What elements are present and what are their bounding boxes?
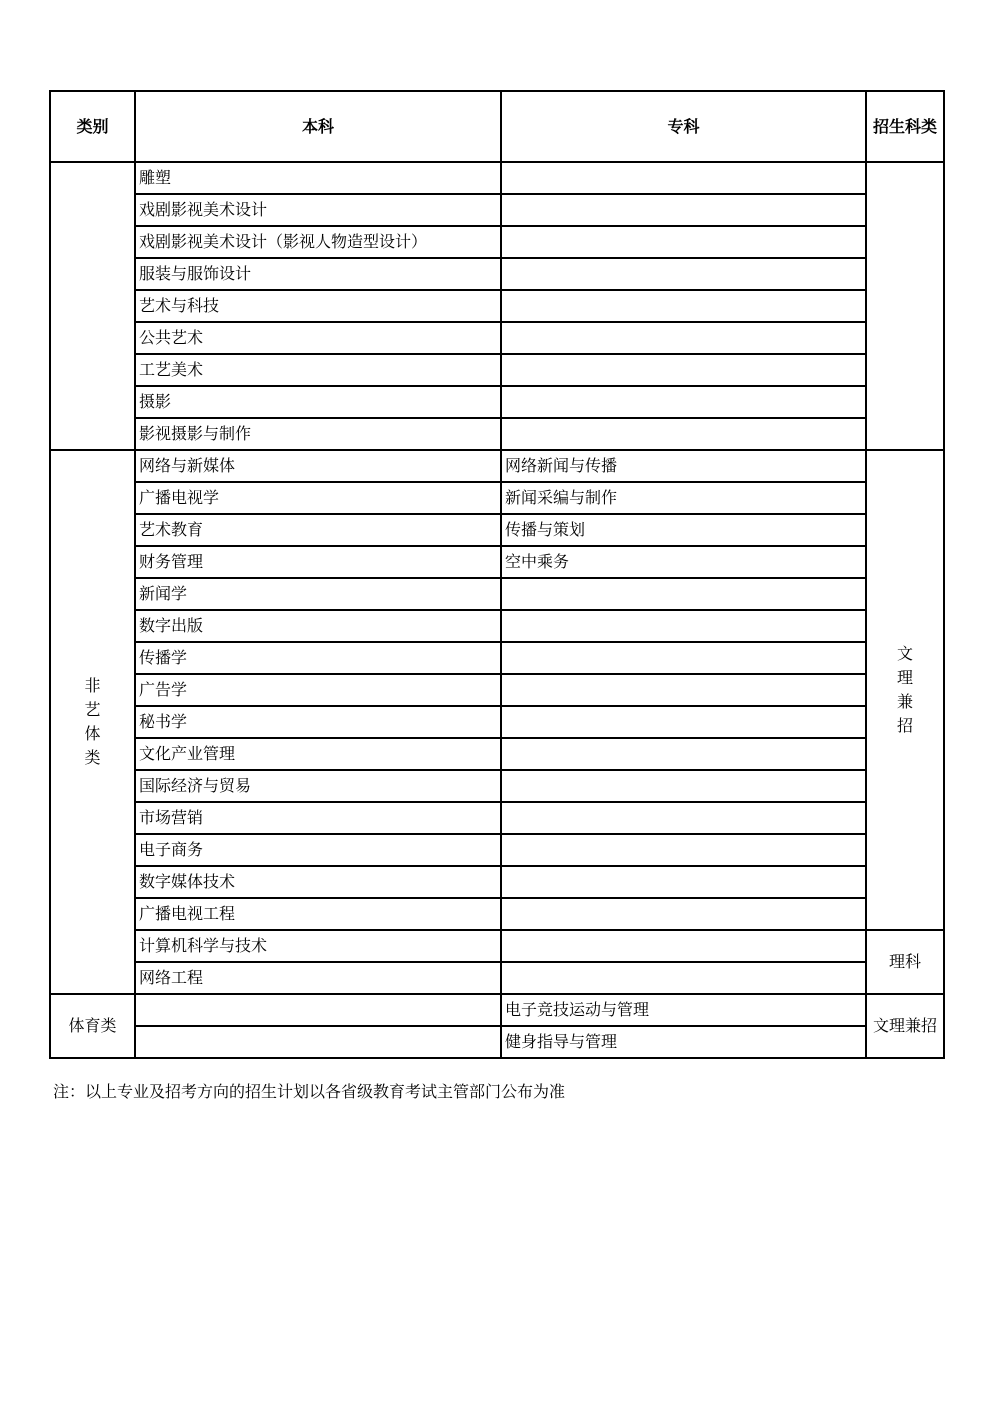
associate-major	[501, 194, 866, 226]
associate-major: 空中乘务	[501, 546, 866, 578]
bachelor-major: 秘书学	[135, 706, 501, 738]
non-art-subject-type-mixed	[866, 450, 944, 930]
table-row	[50, 354, 944, 386]
header-bachelor: 本科	[135, 91, 501, 162]
associate-major	[501, 290, 866, 322]
table-row	[50, 418, 944, 450]
associate-major	[501, 770, 866, 802]
associate-major	[501, 354, 866, 386]
sports-group-subject-type: 文理兼招	[866, 994, 944, 1058]
associate-major: 网络新闻与传播	[501, 450, 866, 482]
admissions-table-sheet	[49, 90, 943, 1059]
associate-major: 健身指导与管理	[501, 1026, 866, 1058]
associate-major	[501, 322, 866, 354]
bachelor-major: 新闻学	[135, 578, 501, 610]
bachelor-major: 计算机科学与技术	[135, 930, 501, 962]
table-row	[50, 866, 944, 898]
associate-major: 传播与策划	[501, 514, 866, 546]
associate-major	[501, 386, 866, 418]
associate-major	[501, 834, 866, 866]
table-row	[50, 514, 944, 546]
bachelor-major: 雕塑	[135, 162, 501, 194]
table-row	[50, 1026, 944, 1058]
bachelor-major: 国际经济与贸易	[135, 770, 501, 802]
table-row	[50, 834, 944, 866]
table-row	[50, 258, 944, 290]
bachelor-major: 数字出版	[135, 610, 501, 642]
bachelor-major: 传播学	[135, 642, 501, 674]
table-row	[50, 450, 944, 482]
table-row	[50, 994, 944, 1026]
bachelor-major: 广播电视学	[135, 482, 501, 514]
table-row	[50, 898, 944, 930]
footnote: 注：以上专业及招考方向的招生计划以各省级教育考试主管部门公布为准	[53, 1082, 566, 1101]
table-row	[50, 738, 944, 770]
header-associate: 专科	[501, 91, 866, 162]
subject-type-char: 文	[896, 644, 913, 663]
bachelor-major: 文化产业管理	[135, 738, 501, 770]
non-art-group-category	[50, 450, 135, 994]
bachelor-major: 艺术教育	[135, 514, 501, 546]
bachelor-major: 影视摄影与制作	[135, 418, 501, 450]
header-row	[50, 91, 944, 162]
bachelor-major: 财务管理	[135, 546, 501, 578]
category-char: 类	[84, 748, 101, 767]
associate-major	[501, 258, 866, 290]
table-row	[50, 706, 944, 738]
category-char: 艺	[84, 700, 101, 719]
bachelor-major: 网络工程	[135, 962, 501, 994]
associate-major	[501, 642, 866, 674]
table-row	[50, 162, 944, 194]
category-char: 非	[84, 676, 101, 695]
category-char: 体	[84, 724, 101, 743]
table-row	[50, 962, 944, 994]
table-row	[50, 610, 944, 642]
associate-major	[501, 610, 866, 642]
majors-table	[49, 90, 945, 1059]
vertical-label	[84, 674, 100, 770]
table-row	[50, 930, 944, 962]
subject-type-char: 理	[896, 668, 913, 687]
vertical-label	[897, 642, 913, 738]
bachelor-major	[135, 994, 501, 1026]
associate-major	[501, 706, 866, 738]
bachelor-major: 戏剧影视美术设计（影视人物造型设计）	[135, 226, 501, 258]
header-subject-type: 招生科类	[866, 91, 944, 162]
art-group-subject-type	[866, 162, 944, 450]
associate-major	[501, 738, 866, 770]
bachelor-major: 艺术与科技	[135, 290, 501, 322]
sports-group-category: 体育类	[50, 994, 135, 1058]
bachelor-major: 数字媒体技术	[135, 866, 501, 898]
bachelor-major: 摄影	[135, 386, 501, 418]
table-row	[50, 194, 944, 226]
table-row	[50, 770, 944, 802]
table-row	[50, 482, 944, 514]
associate-major	[501, 930, 866, 962]
bachelor-major: 公共艺术	[135, 322, 501, 354]
bachelor-major: 电子商务	[135, 834, 501, 866]
table-row	[50, 322, 944, 354]
bachelor-major: 网络与新媒体	[135, 450, 501, 482]
bachelor-major: 工艺美术	[135, 354, 501, 386]
table-row	[50, 546, 944, 578]
bachelor-major	[135, 1026, 501, 1058]
bachelor-major: 服装与服饰设计	[135, 258, 501, 290]
associate-major	[501, 162, 866, 194]
table-row	[50, 802, 944, 834]
bachelor-major: 广告学	[135, 674, 501, 706]
table-row	[50, 674, 944, 706]
associate-major	[501, 962, 866, 994]
bachelor-major: 市场营销	[135, 802, 501, 834]
associate-major: 新闻采编与制作	[501, 482, 866, 514]
table-row	[50, 578, 944, 610]
non-art-subject-type-science: 理科	[866, 930, 944, 994]
bachelor-major: 戏剧影视美术设计	[135, 194, 501, 226]
associate-major	[501, 578, 866, 610]
table-row	[50, 290, 944, 322]
table-row	[50, 386, 944, 418]
associate-major	[501, 226, 866, 258]
subject-type-char: 招	[896, 716, 913, 735]
art-group-category	[50, 162, 135, 450]
associate-major	[501, 898, 866, 930]
associate-major	[501, 418, 866, 450]
table-row	[50, 642, 944, 674]
bachelor-major: 广播电视工程	[135, 898, 501, 930]
subject-type-char: 兼	[896, 692, 913, 711]
associate-major	[501, 674, 866, 706]
table-row	[50, 226, 944, 258]
associate-major	[501, 802, 866, 834]
associate-major: 电子竞技运动与管理	[501, 994, 866, 1026]
header-category: 类别	[50, 91, 135, 162]
associate-major	[501, 866, 866, 898]
